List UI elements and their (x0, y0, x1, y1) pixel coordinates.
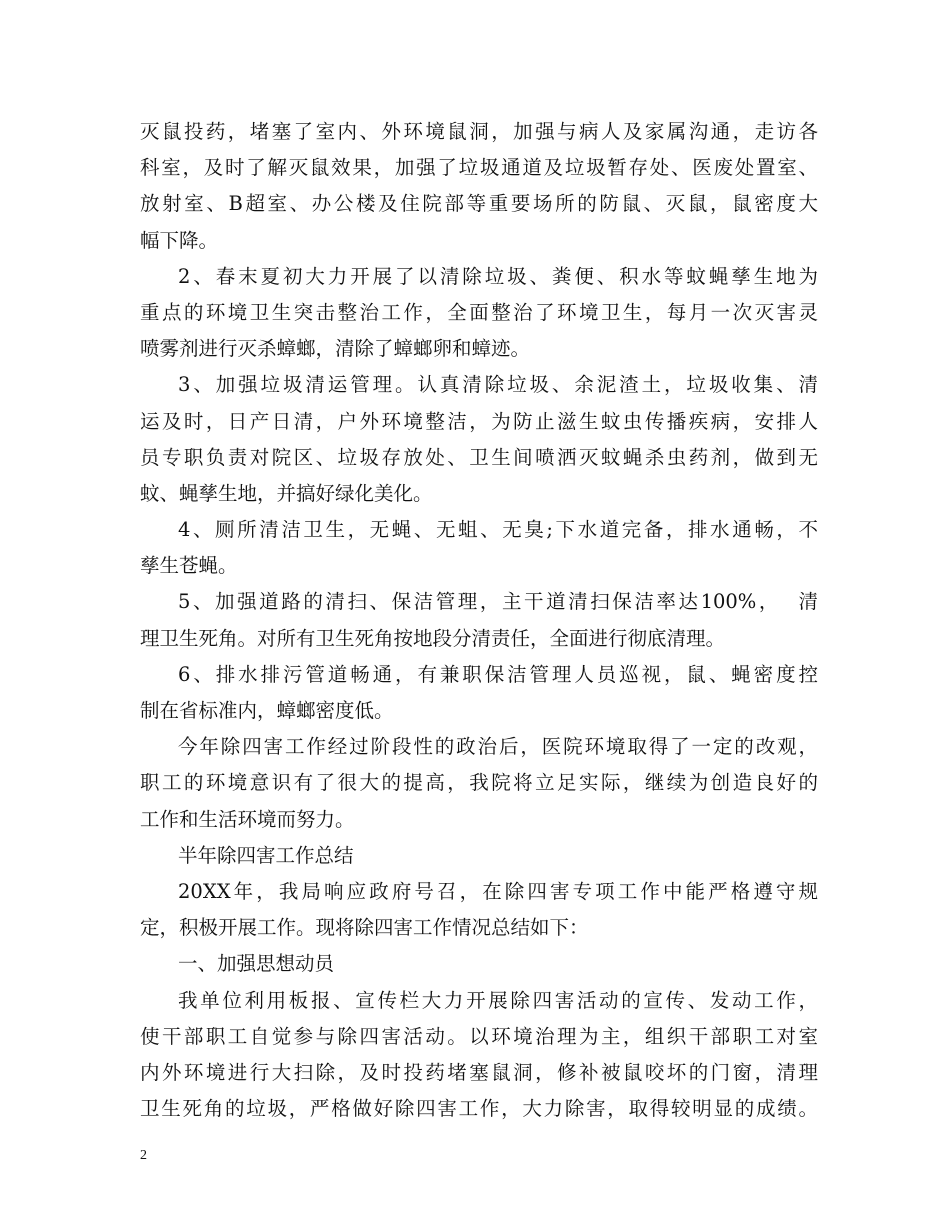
text-line: 科室，及时了解灭鼠效果，加强了垃圾通道及垃圾暂存处、医废处置室、 (140, 156, 818, 180)
text-line: 理卫生死角。对所有卫生死角按地段分清责任，全面进行彻底清理。 (140, 626, 726, 650)
text-line: 内外环境进行大扫除，及时投药堵塞鼠洞，修补被鼠咬坏的门窗，清理 (140, 1060, 818, 1084)
text-line: 6、排水排污管道畅通，有兼职保洁管理人员巡视，鼠、蝇密度控 (178, 662, 818, 686)
text-line: 今年除四害工作经过阶段性的政治后，医院环境取得了一定的改观， (178, 735, 818, 759)
text-line: 5、加强道路的清扫、保洁管理，主干道清扫保洁率达100%， 清 (178, 590, 818, 614)
text-line: 灭鼠投药，堵塞了室内、外环境鼠洞，加强与病人及家属沟通，走访各 (140, 120, 818, 143)
text-line: 20XX年，我局响应政府号召，在除四害专项工作中能严格遵守规 (178, 879, 818, 903)
text-line: 2、春末夏初大力开展了以清除垃圾、粪便、积水等蚊蝇孳生地为 (178, 264, 818, 288)
text-line: 制在省标准内，蟑螂密度低。 (140, 699, 394, 722)
text-line: 喷雾剂进行灭杀蟑螂，清除了蟑螂卵和蟑迹。 (140, 337, 531, 361)
text-line: 工作和生活环境而努力。 (140, 807, 355, 831)
section-heading: 一、加强思想动员 (178, 952, 335, 976)
page-number: 2 (140, 1148, 147, 1163)
text-line: 幅下降。 (140, 228, 219, 252)
text-line: 放射室、B超室、办公楼及住院部等重要场所的防鼠、灭鼠，鼠密度大 (140, 192, 818, 216)
section-heading: 半年除四害工作总结 (178, 843, 354, 867)
text-line: 员专职负责对院区、垃圾存放处、卫生间喷洒灭蚊蝇杀虫药剂，做到无 (140, 445, 818, 469)
text-line: 职工的环境意识有了很大的提高，我院将立足实际，继续为创造良好的 (140, 771, 818, 795)
text-line: 3、加强垃圾清运管理。认真清除垃圾、余泥渣土，垃圾收集、清 (178, 373, 818, 397)
text-line: 运及时，日产日清，户外环境整洁，为防止滋生蚊虫传播疾病，安排人 (140, 409, 818, 433)
text-line: 4、厕所清洁卫生，无蝇、无蛆、无臭;下水道完备，排水通畅，不 (178, 518, 818, 542)
text-line: 我单位利用板报、宣传栏大力开展除四害活动的宣传、发动工作， (178, 988, 818, 1012)
text-line: 使干部职工自觉参与除四害活动。以环境治理为主，组织干部职工对室 (140, 1024, 818, 1048)
document-body (140, 114, 818, 1127)
text-line: 定，积极开展工作。现将除四害工作情况总结如下： (140, 916, 589, 940)
text-line: 孳生苍蝇。 (140, 554, 238, 578)
text-line: 重点的环境卫生突击整治工作，全面整治了环境卫生，每月一次灭害灵 (140, 300, 818, 324)
text-line: 蚊、蝇孳生地，并搞好绿化美化。 (140, 481, 433, 505)
text-line: 卫生死角的垃圾，严格做好除四害工作，大力除害，取得较明显的成绩。 (140, 1097, 818, 1121)
